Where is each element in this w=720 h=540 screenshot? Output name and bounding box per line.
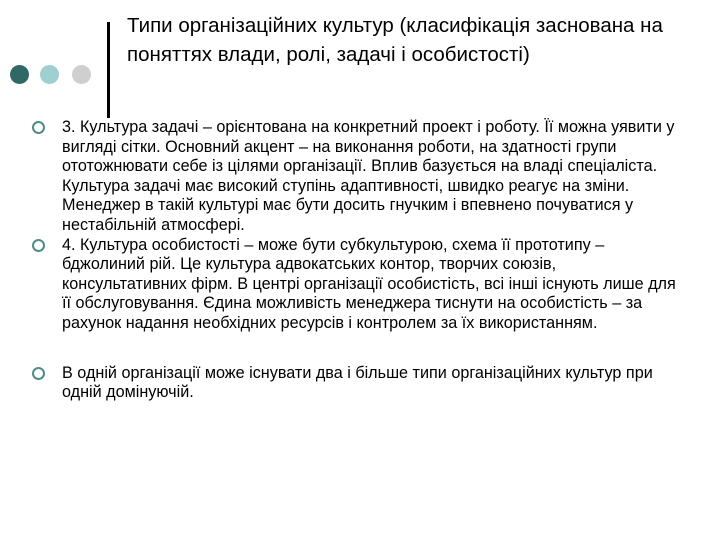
- bullet-item-task-culture: [32, 118, 680, 236]
- title-divider: [107, 22, 110, 118]
- decorative-dots: [10, 65, 96, 85]
- bullet-text: В одній організації може існувати два і більше типи організаційних культур при одній домінуючій.: [62, 363, 653, 402]
- bullet-text: 4. Культура особистості – може бути субкультурою, схема її прототипу – бджолиний рій. Це культура адвокатських контор, творчих союзів, консультативних фірм. В центрі організації особистість, всі інші існують лише для її обслуговування. Єдина можливість менеджера тиснути на особистість – за рахунок надання необхідних ресурсів і контролем за їх використанням.: [62, 235, 676, 332]
- light-teal-dot-icon: [40, 65, 59, 84]
- bullet-text: 3. Культура задачі – орієнтована на конкретний проект і роботу. Її можна уявити у вигляді сітки. Основний акцент – на виконання роботи, на здатності групи ототожнювати себе із цілями організації. Вплив базується на владі спеціаліста. Культура задачі має високий ступінь адаптивності, швидко реагує на зміни. Менеджер в такій культурі має бути досить гнучким і впевнено почуватися у нестабільній атмосфері.: [62, 118, 675, 234]
- grey-dot-icon: [72, 65, 91, 84]
- ring-bullet-icon: [32, 239, 45, 252]
- bullet-list: [32, 118, 680, 403]
- ring-bullet-icon: [32, 121, 45, 134]
- slide-title: Типи організаційних культур (класифікація заснована на поняттях влади, ролі, задачі і особистості): [127, 14, 663, 66]
- bullet-item-person-culture: [32, 236, 680, 334]
- bullet-item-multiple-cultures: [32, 364, 680, 403]
- ring-bullet-icon: [32, 367, 45, 380]
- dark-teal-dot-icon: [10, 65, 29, 84]
